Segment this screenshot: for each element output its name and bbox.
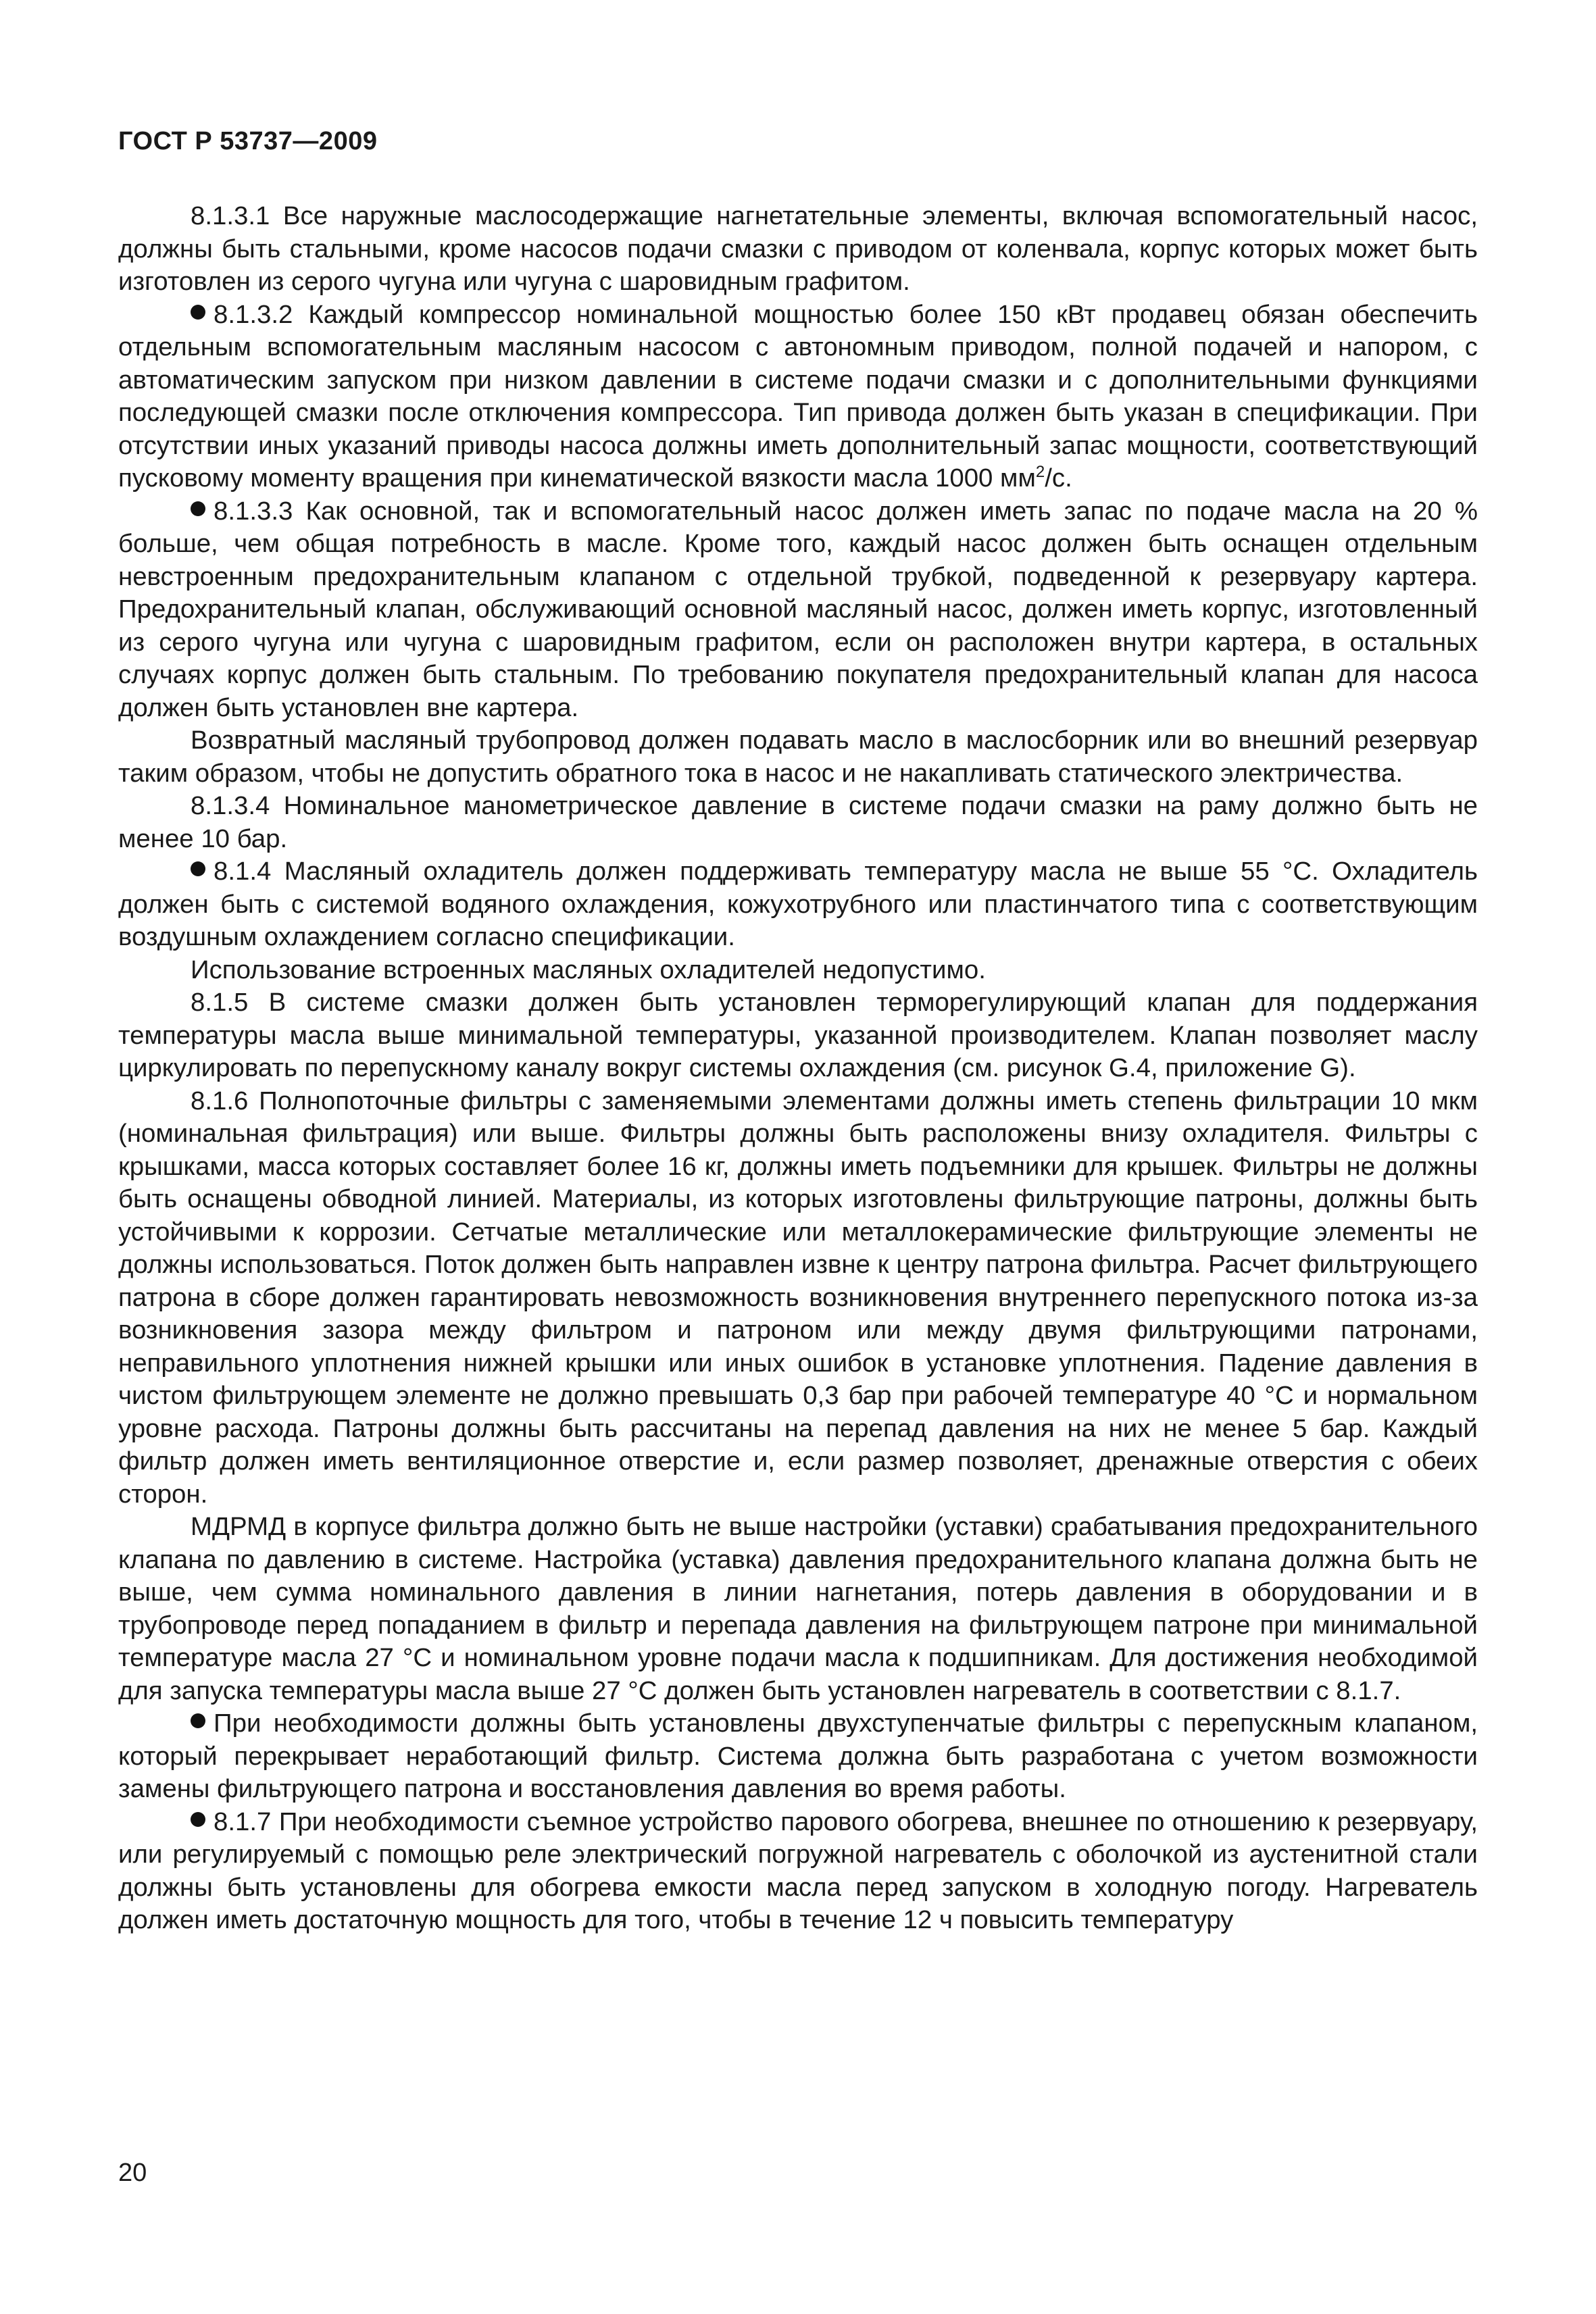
change-marker-icon bbox=[191, 1812, 205, 1827]
change-marker-icon bbox=[191, 861, 205, 876]
paragraph bbox=[118, 954, 1478, 987]
paragraph bbox=[118, 495, 1478, 725]
paragraph bbox=[118, 1707, 1478, 1806]
paragraph-text: 8.1.6 Полнопоточные фильтры с заменяемыми элементами должны иметь степень фильтрации 10 мкм (номинальная фильтрация) или выше. Фильтры должны быть расположены внизу охладителя. Фильтры с крышками, масса которых составляет более 16 кг, должны иметь подъемники для крышек. Фильтры не должны быть оснащены обводной линией. Материалы, из которых изготовлены фильтрующие патроны, должны быть устойчивыми к коррозии. Сетчатые металлические или металлокерамические фильтрующие элементы не должны использоваться. Поток должен быть направлен извне к центру патрона фильтра. Расчет фильтрующего патрона в сборе должен гарантировать невозможность возникновения внутреннего перепускного потока из-за возникновения зазора между фильтром и патроном или между двумя фильтрующими патронами, неправильного уплотнения нижней крышки или иных ошибок в установке уплотнения. Падение давления в чистом фильтрующем элементе не должно превышать 0,3 бар при рабочей температуре 40 °С и нормальном уровне расхода. Патроны должны быть рассчитаны на перепад давления на них не менее 5 бар. Каждый фильтр должен иметь вентиляционное отверстие и, если размер позволяет, дренажные отверстия с обеих сторон. bbox=[118, 1086, 1478, 1509]
paragraph bbox=[118, 200, 1478, 299]
paragraph-text: Использование встроенных масляных охладителей недопустимо. bbox=[191, 955, 986, 984]
paragraph-text: 8.1.7 При необходимости съемное устройство парового обогрева, внешнее по отношению к резервуару, или регулируемый с помощью реле электрический погружной нагреватель с оболочкой из аустенитной стали должны быть установлены для обогрева емкости масла перед запуском в холодную погоду. Нагреватель должен иметь достаточную мощность для того, чтобы в течение 12 ч повысить температуру bbox=[118, 1807, 1478, 1934]
paragraph bbox=[118, 299, 1478, 495]
paragraph-text: 8.1.3.1 Все наружные маслосодержащие нагнетательные элементы, включая вспомогательный насос, должны быть стальными, кроме насосов подачи смазки с приводом от коленвала, корпус которых может быть изготовлен из серого чугуна или чугуна с шаровидным графитом. bbox=[118, 201, 1478, 296]
paragraph bbox=[118, 1806, 1478, 1937]
paragraph-text: 8.1.3.2 Каждый компрессор номинальной мощностью более 150 кВт продавец обязан обеспечить отдельным вспомогательным масляным насосом с автономным приводом, полной подачей и напором, с автоматическим запуском при низком давлении в системе подачи смазки и с дополнительными функциями последующей смазки после отключения компрессора. Тип привода должен быть указан в спецификации. При отсутствии иных указаний приводы насоса должны иметь дополнительный запас мощности, соответствующий пусковому моменту вращения при кинематической вязкости масла 1000 мм bbox=[118, 299, 1478, 493]
superscript: 2 bbox=[1035, 463, 1045, 481]
paragraph bbox=[118, 855, 1478, 954]
paragraph bbox=[118, 724, 1478, 790]
paragraph-text: Возвратный масляный трубопровод должен подавать масло в маслосборник или во внешний резервуар таким образом, чтобы не допустить обратного тока в насос и не накапливать статического электричества. bbox=[118, 726, 1478, 788]
change-marker-icon bbox=[191, 1713, 205, 1728]
paragraph-text: 8.1.3.3 Как основной, так и вспомогательный насос должен иметь запас по подаче масла на 20 % больше, чем общая потребность в масле. Кроме того, каждый насос должен быть оснащен отдельным невстроенным предохранительным клапаном с отдельной трубкой, подведенной к резервуару картера. Предохранительный клапан, обслуживающий основной масляный насос, должен иметь корпус, изготовленный из серого чугуна или чугуна с шаровидным графитом, если он расположен внутри картера, в остальных случаях корпус должен быть стальным. По требованию покупателя предохранительный клапан для насоса должен быть установлен вне картера. bbox=[118, 496, 1478, 722]
paragraph bbox=[118, 1085, 1478, 1511]
paragraph-text: 8.1.4 Масляный охладитель должен поддерживать температуру масла не выше 55 °С. Охладитель должен быть с системой водяного охлаждения, кожухотрубного или пластинчатого типа с соответствующим воздушным охлаждением согласно спецификации. bbox=[118, 857, 1478, 951]
change-marker-icon bbox=[191, 305, 205, 320]
paragraph-text: 8.1.3.4 Номинальное манометрическое давление в системе подачи смазки на раму должно быть не менее 10 бар. bbox=[118, 791, 1478, 853]
paragraph-text: МДРМД в корпусе фильтра должно быть не выше настройки (уставки) срабатывания предохранительного клапана по давлению в системе. Настройка (уставка) давления предохранительного клапана должна быть не выше, чем сумма номинального давления в линии нагнетания, потерь давления в оборудовании и в трубопроводе перед попаданием в фильтр и перепада давления на фильтрующем патроне при минимальной температуре масла 27 °С и номинальном уровне подачи масла к подшипникам. Для достижения необходимой для запуска температуры масла выше 27 °С должен быть установлен нагреватель в соответствии с 8.1.7. bbox=[118, 1512, 1478, 1705]
document-body bbox=[118, 200, 1478, 1937]
change-marker-icon bbox=[191, 501, 205, 516]
paragraph-tail: /с. bbox=[1045, 463, 1072, 493]
paragraph bbox=[118, 790, 1478, 855]
paragraph-text: При необходимости должны быть установлены двухступенчатые фильтры с перепускным клапаном, который перекрывает неработающий фильтр. Система должна быть разработана с учетом возможности замены фильтрующего патрона и восстановления давления во время работы. bbox=[118, 1709, 1478, 1803]
paragraph bbox=[118, 986, 1478, 1085]
page-number: 20 bbox=[118, 2159, 147, 2187]
paragraph-text: 8.1.5 В системе смазки должен быть установлен терморегулирующий клапан для поддержания температуры масла выше минимальной температуры, указанной производителем. Клапан позволяет маслу циркулировать по перепускному каналу вокруг системы охлаждения (см. рисунок G.4, приложение G). bbox=[118, 988, 1478, 1082]
document-header: ГОСТ Р 53737—2009 bbox=[118, 127, 378, 155]
paragraph bbox=[118, 1511, 1478, 1707]
